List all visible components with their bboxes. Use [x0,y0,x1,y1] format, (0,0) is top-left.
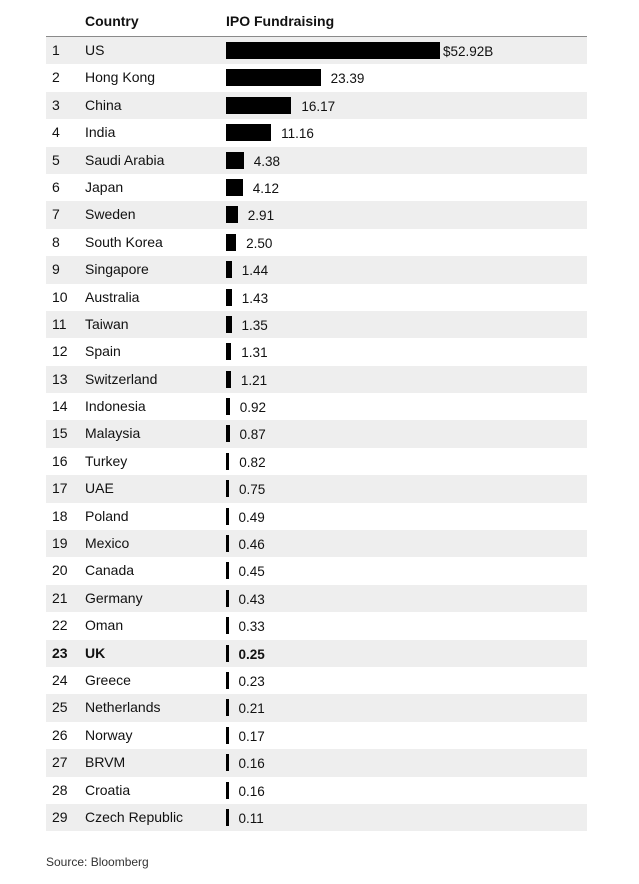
rank-label: 19 [52,535,68,552]
value-label: 0.43 [238,591,265,607]
country-label: Norway [85,726,133,743]
country-label: Switzerland [85,370,158,387]
country-label: Mexico [85,535,130,552]
value-label: 11.16 [281,126,314,142]
value-label: 1.35 [241,317,268,333]
rank-label: 28 [52,781,68,798]
rank-label: 7 [52,206,60,223]
rank-label: 25 [52,699,68,716]
country-label: South Korea [85,233,163,250]
table-header [0,10,639,36]
table-row [46,284,587,311]
rank-label: 20 [52,562,68,579]
value-bar [226,261,232,278]
value-label: 0.87 [239,427,266,443]
country-label: Japan [85,178,124,195]
country-label: UAE [85,480,114,497]
value-bar [226,699,229,716]
value-label: 2.91 [247,208,275,224]
country-label: Germany [85,589,143,606]
value-label: 0.33 [238,619,265,635]
value-label: 0.16 [238,783,265,799]
rank-label: 29 [52,808,68,825]
country-label: BRVM [85,754,126,771]
value-bar [226,97,291,114]
value-label: 1.44 [241,263,269,279]
rank-label: 15 [52,425,68,442]
country-label: Taiwan [85,315,129,332]
table-row [46,64,587,91]
value-bar [226,480,229,497]
table-row [46,612,587,639]
table-row [46,722,587,749]
table-row [46,338,587,365]
value-label: 0.45 [238,564,265,580]
value-label: 4.38 [253,153,280,169]
value-bar [226,206,238,223]
value-bar [226,508,229,525]
table-row [46,530,587,557]
table-row [46,147,587,174]
country-column-header: Country [85,13,139,29]
rank-label: 16 [52,452,68,469]
rank-label: 5 [52,151,60,168]
rank-label: 24 [52,671,68,688]
rank-label: 22 [52,617,68,634]
rank-label: 13 [52,370,68,387]
value-bar [226,371,231,388]
value-label: 1.21 [240,372,268,388]
country-label: Hong Kong [85,69,156,86]
table-row [46,92,587,119]
value-bar [226,152,244,169]
value-bar [226,425,230,442]
table-row [46,640,587,667]
table-row [46,448,587,475]
country-label: Netherlands [85,699,161,716]
country-label: Singapore [85,261,149,278]
ipo-fundraising-column-header: IPO Fundraising [226,13,335,29]
value-label: 2.50 [246,235,273,251]
rank-label: 14 [52,398,68,415]
value-bar [226,645,229,662]
table-row [46,557,587,584]
table-row [46,585,587,612]
rank-label: 8 [52,233,60,250]
rank-label: 3 [52,96,60,113]
country-label: Croatia [85,781,131,798]
value-label: 0.46 [238,537,265,553]
value-bar [226,809,229,826]
table-row [46,475,587,502]
value-label: 0.23 [238,673,265,689]
value-label: 23.39 [330,71,365,87]
value-label: 0.92 [239,400,266,416]
rank-label: 1 [52,42,60,58]
value-bar [226,562,229,579]
table-row [46,777,587,804]
rank-label: 23 [52,644,68,661]
value-label: 0.25 [238,646,265,662]
country-label: UK [85,644,106,661]
rank-label: 18 [52,507,68,524]
value-label: 1.43 [241,290,269,306]
country-label: Spain [85,343,121,360]
country-label: Canada [85,562,135,579]
country-label: India [85,124,116,141]
table-row [46,201,587,228]
table-row [46,667,587,694]
country-label: Saudi Arabia [85,151,165,168]
rank-label: 12 [52,343,68,360]
table-row [46,174,587,201]
table-row [46,503,587,530]
rank-label: 17 [52,480,68,497]
table-row [46,256,587,283]
country-label: Indonesia [85,398,146,415]
value-label: 0.82 [239,454,266,470]
value-bar [226,754,229,771]
table-row [46,749,587,776]
ranking-table [46,37,587,831]
rank-label: 26 [52,726,68,743]
value-label: 1.31 [241,345,268,361]
country-label: Oman [85,617,124,634]
rank-label: 11 [52,315,67,332]
rank-label: 2 [52,69,60,86]
rank-label: 10 [52,288,68,305]
value-label: 0.21 [238,701,265,717]
value-label: 0.16 [238,756,265,772]
country-label: Turkey [85,452,128,469]
value-bar [226,316,232,333]
country-label: Poland [85,507,129,524]
country-label: US [85,42,105,58]
table-row [46,37,587,64]
country-label: Australia [85,288,140,305]
rank-label: 6 [52,178,60,195]
value-bar [226,234,236,251]
country-label: China [85,96,122,113]
country-label: Czech Republic [85,808,184,825]
value-bar [226,398,230,415]
table-row [46,804,587,831]
value-bar [226,124,271,141]
value-label: 0.11 [238,810,264,826]
value-bar [226,590,229,607]
country-label: Malaysia [85,425,141,442]
value-bar [226,343,231,360]
value-bar [226,727,229,744]
value-label: 0.17 [238,728,265,744]
value-label: 16.17 [301,98,336,114]
country-label: Sweden [85,206,136,223]
value-bar [226,289,232,306]
source-note: Source: Bloomberg [46,855,149,869]
value-bar [226,179,243,196]
value-label: 4.12 [252,180,279,196]
table-row [46,311,587,338]
value-bar [226,782,229,799]
rank-label: 4 [52,124,60,141]
value-bar [226,535,229,552]
table-row [46,366,587,393]
value-label: 0.49 [238,509,265,525]
value-bar [226,69,321,86]
value-label: $52.92B [443,44,494,59]
value-bar [226,617,229,634]
table-row [46,420,587,447]
rank-label: 21 [52,589,68,606]
rank-label: 9 [52,261,60,278]
table-row [46,119,587,146]
rank-label: 27 [52,754,68,771]
value-label: 0.75 [239,482,266,498]
value-bar [226,453,229,470]
table-row [46,229,587,256]
table-row [46,393,587,420]
table-row [46,694,587,721]
country-label: Greece [85,671,131,688]
value-bar [226,42,440,59]
value-bar [226,672,229,689]
